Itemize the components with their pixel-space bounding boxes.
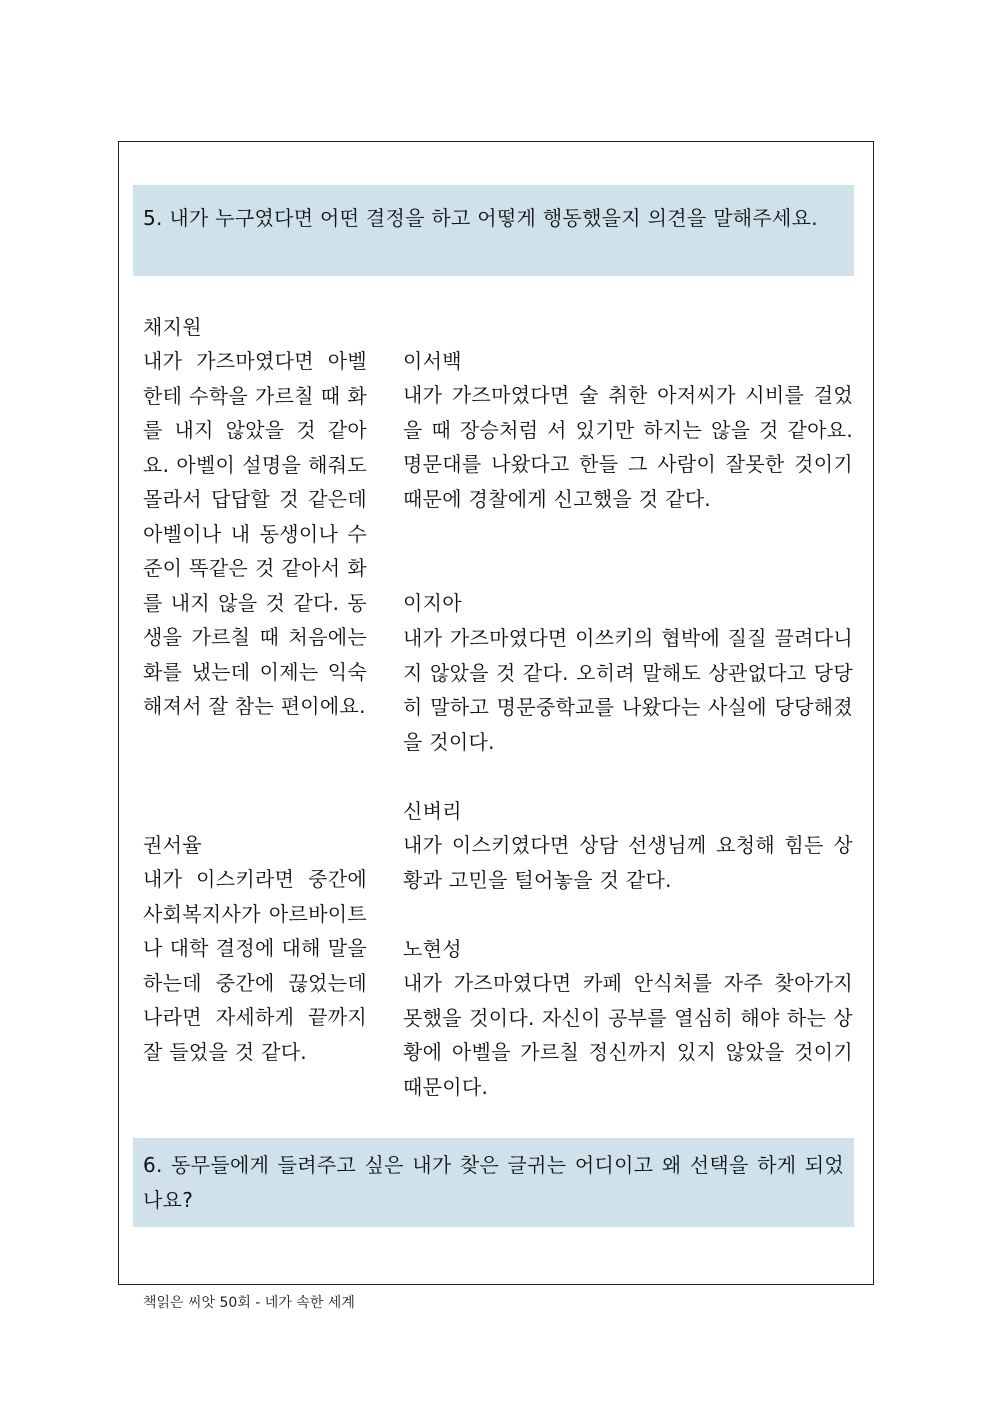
answer-lee-seobaek: 내가 가즈마였다면 술 취한 아저씨가 시비를 걸었을 때 장승처럼 서 있기만 하지는 않을 것 같아요. 명문대를 나왔다고 한들 그 사람이 잘못한 것이기 때문에 경찰에게 신고했을 것 같다. — [403, 383, 853, 511]
answer-kwon-seoyul: 내가 이스키라면 중간에 사회복지사가 아르바이트나 대학 결정에 대해 말을 하는데 중간에 끊었는데 나라면 자세하게 끝까지 잘 들었을 것 같다. — [143, 867, 367, 1064]
answer-chae-jiwon: 내가 가즈마였다면 아벨한테 수학을 가르칠 때 화를 내지 않았을 것 같아요. 아벨이 설명을 해줘도 몰라서 답답할 것 같은데 아벨이나 내 동생이나 수준이 똑같은 것 같아서 화를 내지 않을 것 같다. 동생을 가르칠 때 처음에는 화를 냈는데 이제는 익숙해져서 잘 참는 편이에요. — [143, 349, 367, 718]
author-name-chae-jiwon: 채지원 — [143, 315, 202, 339]
author-name-lee-seobaek: 이서백 — [403, 349, 462, 373]
answer-noh-hyeonseong: 내가 가즈마였다면 카페 안식처를 자주 찾아가지 못했을 것이다. 자신이 공부를 열심히 해야 하는 상황에 아벨을 가르칠 정신까지 있지 않았을 것이기 때문이다. — [403, 971, 853, 1099]
author-name-kwon-seoyul: 권서율 — [143, 833, 202, 857]
question-5-box — [133, 185, 854, 276]
question-6-box — [133, 1138, 854, 1227]
answer-lee-jia: 내가 가즈마였다면 이쓰키의 협박에 질질 끌려다니지 않았을 것 같다. 오히려 말해도 상관없다고 당당히 말하고 명문중학교를 나왔다는 사실에 당당해졌을 것이다. — [403, 626, 853, 754]
author-name-shin-byeori: 신벼리 — [403, 799, 462, 823]
question-6-text: 6. 동무들에게 들려주고 싶은 내가 찾은 글귀는 어디이고 왜 선택을 하게 되었나요? — [143, 1153, 844, 1212]
answer-shin-byeori: 내가 이스키였다면 상담 선생님께 요청해 힘든 상황과 고민을 털어놓을 것 같다. — [403, 833, 854, 892]
page-footer: 책읽은 씨앗 50회 - 네가 속한 세계 — [143, 1295, 355, 1311]
author-name-lee-jia: 이지아 — [403, 591, 462, 615]
question-5-text: 5. 내가 누구였다면 어떤 결정을 하고 어떻게 행동했을지 의견을 말해주세요. — [143, 206, 818, 230]
author-name-noh-hyeonseong: 노현성 — [403, 937, 462, 961]
